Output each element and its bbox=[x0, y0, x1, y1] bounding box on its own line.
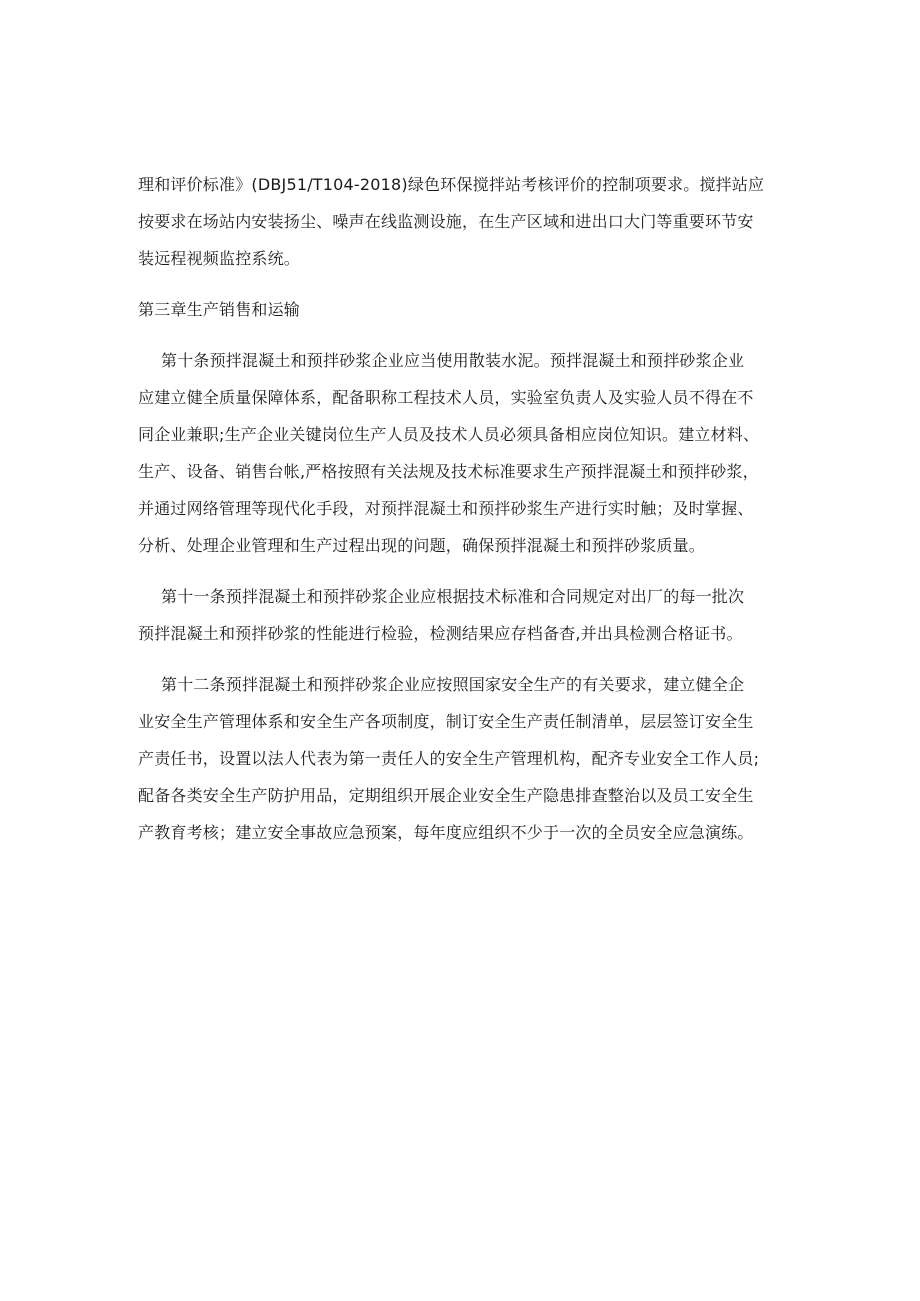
text-line: 同企业兼职;生产企业关键岗位生产人员及技术人员必须具备相应岗位知识。建立材料、 bbox=[138, 425, 760, 444]
text-line: 预拌混凝土和预拌砂浆的性能进行检验，检测结果应存档备杳,并出具检测合格证书。 bbox=[138, 624, 743, 643]
text-line: 生产、设备、销售台帐,严格按照有关法规及技术标准要求生产预拌混凝土和预拌砂浆， bbox=[138, 462, 759, 481]
text-line: 配备各类安全生产防护用品，定期组织开展企业安全生产隐患排查整治以及员工安全生 bbox=[138, 786, 754, 805]
text-line: 并通过网络管理等现代化手段，对预拌混凝土和预拌砂浆生产进行实时触；及时掌握、 bbox=[138, 499, 754, 518]
chapter-heading: 第三章生产销售和运输 bbox=[138, 300, 301, 319]
text-line: 第十二条预拌混凝土和预拌砂浆企业应按照国家安全生产的有关要求，建立健全企 bbox=[161, 675, 745, 694]
text-line: 第十一条预拌混凝土和预拌砂浆企业应根据技术标准和合同规定对出厂的每一批次 bbox=[161, 587, 745, 606]
text-line: 产教育考核；建立安全事故应急预案，每年度应组织不少于一次的全员安全应急演练。 bbox=[138, 823, 754, 842]
text-line: 理和评价标准》(DBJ51/T104-2018)绿色环保搅拌站考核评价的控制项要求。搅拌站应 bbox=[138, 175, 765, 194]
document-body bbox=[138, 166, 798, 851]
text-line: 第十条预拌混凝土和预拌砂浆企业应当使用散装水泥。预拌混凝土和预拌砂浆企业 bbox=[161, 351, 745, 370]
text-line: 装远程视频监控系统。 bbox=[138, 249, 301, 268]
text-line: 分析、处理企业管理和生产过程出现的问题，确保预拌混凝土和预拌砂浆质量。 bbox=[138, 536, 706, 555]
text-line: 业安全生产管理体系和安全生产各项制度，制订安全生产责任制清单，层层签订安全生 bbox=[138, 712, 754, 731]
text-line: 产责任书，设置以法人代表为第一责任人的安全生产管理机构，配齐专业安全工作人员; bbox=[138, 749, 760, 768]
text-line: 按要求在场站内安装扬尘、噪声在线监测设施，在生产区域和进出口大门等重要环节安 bbox=[138, 212, 754, 231]
text-line: 应建立健全质量保障体系，配备职称工程技术人员，实验室负责人及实验人员不得在不 bbox=[138, 388, 754, 407]
